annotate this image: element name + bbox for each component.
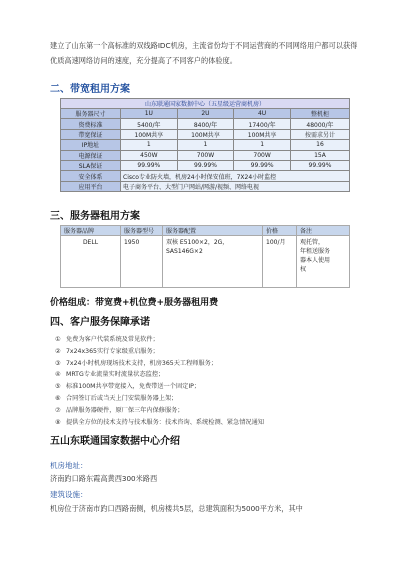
- list-number: ⑤: [55, 383, 61, 391]
- table-row: [61, 171, 350, 181]
- note-line: 年租送服务: [300, 248, 331, 255]
- list-number: ⑧: [55, 418, 61, 426]
- table-row: [61, 236, 350, 288]
- table-cell: 8400/年: [177, 119, 234, 129]
- table-cell: 48000/年: [290, 119, 349, 129]
- header-cell: 价格: [263, 226, 297, 236]
- price-composition: 价格组成：带宽费+机位费+服务器租用费: [50, 298, 219, 308]
- bandwidth-table: [60, 98, 350, 192]
- row-label: 安全体系: [61, 171, 121, 181]
- server-table: [60, 225, 350, 288]
- header-cell: 服务器品牌: [61, 226, 121, 236]
- header-cell: 整机柜: [290, 109, 349, 119]
- list-item: [55, 381, 264, 393]
- header-cell: 服务器尺寸: [61, 109, 121, 119]
- server-brand: DELL: [61, 236, 121, 288]
- table-cell: 99.99%: [121, 160, 178, 170]
- note-line: 器本人使用: [300, 257, 331, 264]
- table-cell: 按需求另计: [290, 129, 349, 139]
- table-cell: 1: [177, 140, 234, 150]
- table-cell: 16: [290, 140, 349, 150]
- list-number: ④: [55, 371, 61, 379]
- list-item: [55, 417, 264, 429]
- server-note: [297, 236, 350, 288]
- row-label: 带宽保证: [61, 129, 121, 139]
- list-item: [55, 346, 264, 358]
- list-text: 7x24小时机房现场技术支持，机房365天工程师服务；: [66, 359, 218, 367]
- table-cell: 100M共享: [121, 129, 178, 139]
- list-text: 免费为客户代装系统及常见软件；: [66, 336, 159, 343]
- section-title-service: 四、客户服务保障承诺: [50, 317, 150, 328]
- section-title-intro: 五山东联通国家数据中心介绍: [50, 436, 180, 447]
- table-header-row: [61, 226, 350, 236]
- section-title-server: 三、服务器租用方案: [50, 211, 140, 222]
- config-line: 双核 E5100×2，2G，: [166, 239, 229, 246]
- promise-list: [55, 334, 264, 428]
- list-number: ③: [55, 359, 61, 367]
- building-label: 建筑设施：: [50, 490, 88, 499]
- header-cell: 2U: [177, 109, 234, 119]
- table-cell: Cisco专业防火墙，机房24小时保安值班，7X24小时监控: [121, 171, 350, 181]
- row-label: 电源保证: [61, 150, 121, 160]
- table-cell: 17400/年: [234, 119, 291, 129]
- table-row: [61, 129, 350, 139]
- list-text: 7x24x365实行专家级重启服务；: [66, 347, 159, 355]
- server-config: [163, 236, 263, 288]
- header-cell: 4U: [234, 109, 291, 119]
- note-line: 权: [300, 266, 307, 273]
- table-cell: 1: [234, 140, 291, 150]
- table-row: [61, 140, 350, 150]
- table-cell: 100M共享: [177, 129, 234, 139]
- bandwidth-table-title: 山东联通国家数据中心（五星级运营商机房）: [61, 99, 350, 109]
- table-cell: 99.99%: [177, 160, 234, 170]
- table-cell: 1: [121, 140, 178, 150]
- address-label: 机房地址：: [50, 461, 88, 470]
- header-cell: 服务器配置: [163, 226, 263, 236]
- table-header-row: [61, 109, 350, 119]
- list-number: ②: [55, 347, 61, 355]
- table-cell: 700W: [177, 150, 234, 160]
- header-cell: 服务器型号: [121, 226, 163, 236]
- building-text: 机房位于济南市趵口西路南侧，机房楼共5层，总建筑面积为5000平方米，其中: [50, 504, 303, 513]
- list-text: 合同签订后或当天上门安装服务器上架；: [66, 394, 178, 402]
- list-item: [55, 358, 264, 370]
- row-label: SLA保证: [61, 160, 121, 170]
- table-cell: 450W: [121, 150, 178, 160]
- table-cell: 电子商务平台、大型门户网站/网游/视频、网络电视: [121, 181, 350, 191]
- table-cell: 99.99%: [234, 160, 291, 170]
- list-number: ⑥: [55, 394, 61, 402]
- list-number: ①: [55, 336, 61, 343]
- server-model: 1950: [121, 236, 163, 288]
- address-text: 济南趵口路东霞高黄西300米路西: [50, 474, 158, 483]
- list-item: [55, 334, 264, 346]
- list-item: [55, 369, 264, 381]
- list-item: [55, 393, 264, 405]
- list-number: ⑦: [55, 406, 61, 414]
- header-cell: 备注: [297, 226, 350, 236]
- note-line: 观托管，: [300, 239, 325, 246]
- table-cell: 15A: [290, 150, 349, 160]
- table-cell: 100M共享: [234, 129, 291, 139]
- list-text: 提供全方位的技术支持与技术服务：技术咨询、系统检测、紧急情况通知: [66, 418, 264, 426]
- table-row: [61, 181, 350, 191]
- table-row: [61, 150, 350, 160]
- list-text: 品牌服务器硬件，原厂保三年内保修服务；: [66, 406, 184, 414]
- server-price: 100/月: [263, 236, 297, 288]
- row-label: 资费标准: [61, 119, 121, 129]
- intro-paragraph: 建立了山东第一个高标准的双线路IDC机房，主流省份均于不同运营商的不同网络用户都可以获得优质高速网络访问的速度，充分提高了不同客户的体验度。: [50, 41, 358, 65]
- list-text: MRTG专业流量实时流量状态监控；: [66, 371, 165, 379]
- row-label: 应用平台: [61, 181, 121, 191]
- table-row: [61, 160, 350, 170]
- header-cell: 1U: [121, 109, 178, 119]
- list-item: [55, 405, 264, 417]
- table-cell: 5400/年: [121, 119, 178, 129]
- config-line: SAS146G×2: [166, 248, 203, 255]
- section-title-bandwidth: 二、带宽租用方案: [50, 84, 130, 95]
- list-text: 标准100M共享带宽接入，免费带送一个固定IP；: [66, 383, 201, 391]
- table-cell: 99.99%: [290, 160, 349, 170]
- row-label: IP地址: [61, 140, 121, 150]
- table-row: [61, 119, 350, 129]
- table-cell: 700W: [234, 150, 291, 160]
